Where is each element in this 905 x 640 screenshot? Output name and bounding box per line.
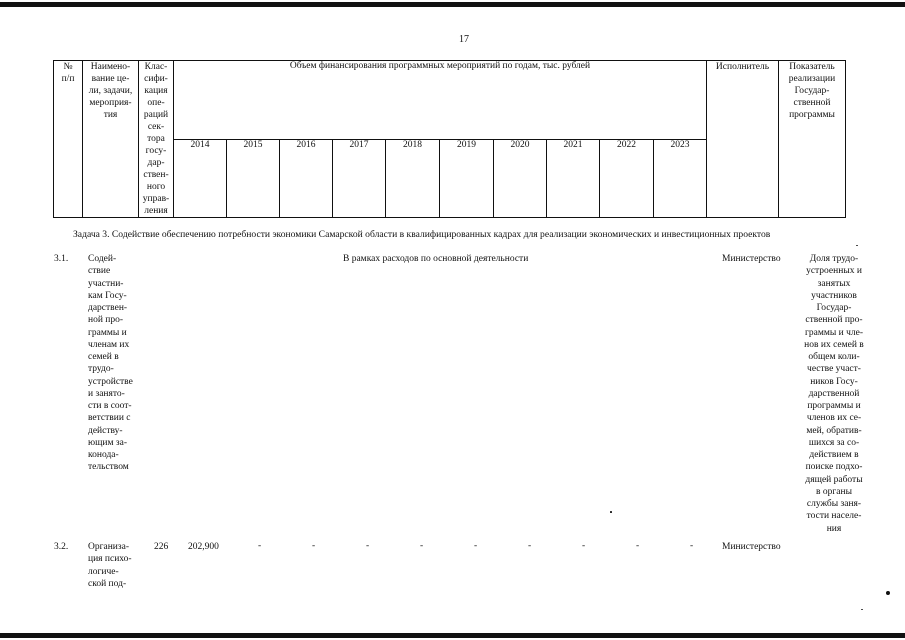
scan-speck	[610, 511, 612, 513]
row-amount: -	[312, 541, 316, 551]
row-amount: -	[582, 541, 586, 551]
row-name: Содей- ствие участни- кам Госу- дарствен- ной про- граммы и членам их семей в трудо- устройстве и занято- сти в соот- ветствии с действу- ющим за- конода- тельством	[88, 254, 133, 473]
row-amount: -	[528, 541, 532, 551]
row-number: 3.1.	[54, 254, 69, 264]
row-executor: Министерство	[722, 542, 781, 552]
row-number: 3.2.	[54, 542, 69, 552]
top-border-line	[0, 2, 905, 7]
row-classification: 226	[154, 542, 169, 552]
year-header: 2023	[654, 139, 707, 218]
row-amount: 202,900	[188, 542, 219, 552]
scan-speck	[861, 609, 863, 610]
bottom-border-line	[0, 633, 905, 638]
row-amount: -	[690, 541, 694, 551]
col-indicator-header: Показатель реализации Государ- ственной программы	[779, 61, 846, 218]
col-num-header: № п/п	[54, 61, 83, 218]
row-amount: -	[420, 541, 424, 551]
scan-speck	[886, 591, 890, 595]
year-header: 2017	[333, 139, 386, 218]
task-heading: Задача 3. Содействие обеспечению потребности экономики Самарской области в квалифицированных кадрах для реализации экономических и инвестиционных проектов	[73, 229, 771, 240]
year-header: 2021	[547, 139, 600, 218]
row-amount: -	[474, 541, 478, 551]
scan-speck	[856, 245, 858, 246]
row-amount: -	[366, 541, 370, 551]
row-executor: Министерство	[722, 254, 781, 264]
col-name-header: Наимено- вание це- ли, задачи, мероприя- тия	[83, 61, 139, 218]
year-header: 2020	[494, 139, 547, 218]
year-header: 2016	[280, 139, 333, 218]
year-header: 2018	[386, 139, 440, 218]
col-funding-header: Объем финансирования программных мероприятий по годам, тыс. рублей	[174, 61, 707, 140]
row-indicator: Доля трудо- устроенных и занятых участников Государ- ственной про- граммы и чле- нов их семей в общем коли- честве участ- ников Госу- дарственной программы и членов их се- мей, обратив- шихся за со- действием в поиске подхо- дящей работы в органы службы заня- тости населе- ния	[804, 254, 864, 534]
year-header: 2015	[227, 139, 280, 218]
year-header: 2022	[600, 139, 654, 218]
row-name: Организа- ция психо- логиче- ской под-	[88, 542, 132, 589]
col-classification-header: Клас- сифи- кация опе- раций сек- тора госу- дар- ствен- ного управ- ления	[139, 61, 174, 218]
col-executor-header: Исполнитель	[707, 61, 779, 218]
page-number: 17	[459, 34, 469, 45]
row-funding-note: В рамках расходов по основной деятельности	[343, 254, 529, 264]
row-amount: -	[636, 541, 640, 551]
year-header: 2019	[440, 139, 494, 218]
header-table	[53, 60, 846, 218]
row-amount: -	[258, 541, 262, 551]
year-header: 2014	[174, 139, 227, 218]
